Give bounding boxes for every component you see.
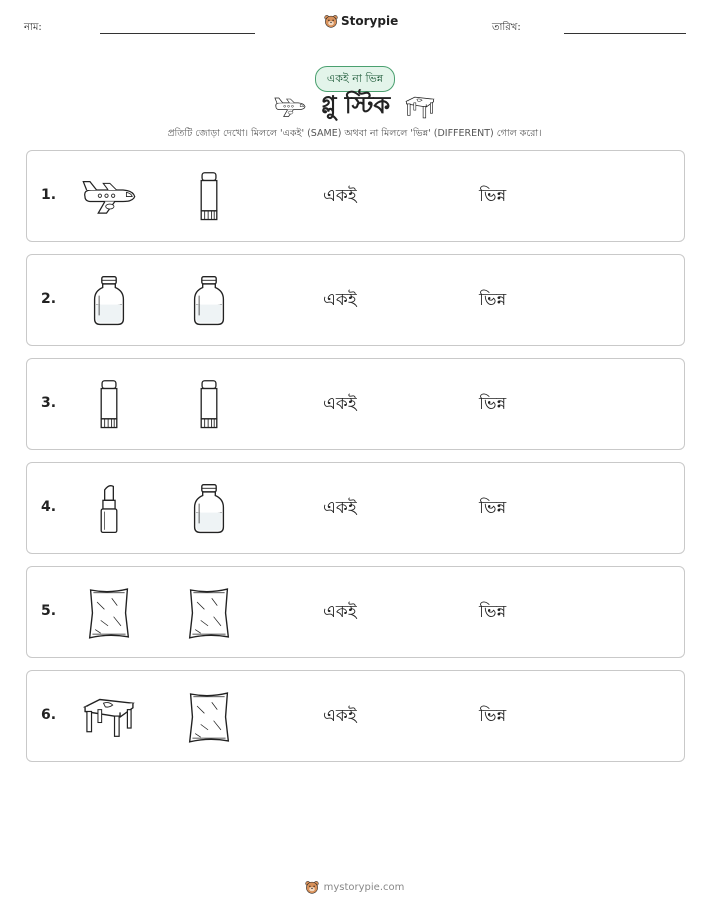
right-image [179, 583, 239, 643]
right-image [179, 271, 239, 331]
plastic-bag-icon [86, 585, 132, 641]
same-option[interactable]: একই [323, 706, 357, 726]
right-image [179, 375, 239, 435]
name-label: নাম: [24, 22, 42, 33]
instructions: প্রতিটি জোড়া দেখো। মিললে 'একই' (SAME) অথবা না মিললে 'ভিন্ন' (DIFFERENT) গোল করো। [167, 128, 542, 139]
glue-stick-icon [96, 377, 122, 433]
bear-mascot-icon [324, 14, 338, 28]
question-row [26, 150, 685, 242]
question-number: 4. [41, 499, 57, 515]
right-image [179, 167, 239, 227]
right-image [179, 479, 239, 539]
different-option[interactable]: ভিন্ন [479, 186, 507, 206]
airplane-icon [80, 177, 138, 217]
left-image [79, 167, 139, 227]
question-number: 2. [41, 291, 57, 307]
question-number: 3. [41, 395, 57, 411]
question-row [26, 254, 685, 346]
date-label: তারিখ: [492, 22, 521, 33]
jar-icon [191, 482, 227, 536]
different-option[interactable]: ভিন্ন [479, 706, 507, 726]
airplane-icon [273, 96, 307, 118]
jar-icon [191, 274, 227, 328]
title-row [0, 92, 709, 122]
question-row [26, 462, 685, 554]
left-image [79, 687, 139, 747]
glue-stick-icon [196, 377, 222, 433]
same-option[interactable]: একই [323, 498, 357, 518]
footer [0, 880, 709, 894]
right-image [179, 687, 239, 747]
activity-badge: একই না ভিন্ন [315, 66, 395, 92]
question-row [26, 358, 685, 450]
date-line [564, 33, 686, 34]
question-number: 1. [41, 187, 57, 203]
question-row [26, 670, 685, 762]
plastic-bag-icon [186, 585, 232, 641]
brand-logo [324, 14, 398, 28]
same-option[interactable]: একই [323, 602, 357, 622]
footer-url: mystorypie.com [323, 881, 405, 893]
worksheet-header [0, 0, 709, 50]
jar-icon [91, 274, 127, 328]
same-option[interactable]: একই [323, 394, 357, 414]
left-image [79, 375, 139, 435]
question-number: 5. [41, 603, 57, 619]
table-icon [404, 94, 436, 120]
lipstick-icon [96, 481, 122, 537]
different-option[interactable]: ভিন্ন [479, 498, 507, 518]
table-icon [81, 694, 137, 740]
different-option[interactable]: ভিন্ন [479, 394, 507, 414]
brand-name: Storypie [341, 14, 399, 28]
glue-stick-icon [196, 169, 222, 225]
name-line [100, 33, 255, 34]
left-image [79, 479, 139, 539]
different-option[interactable]: ভিন্ন [479, 602, 507, 622]
question-number: 6. [41, 707, 57, 723]
same-option[interactable]: একই [323, 186, 357, 206]
different-option[interactable]: ভিন্ন [479, 290, 507, 310]
question-row [26, 566, 685, 658]
bear-mascot-icon [305, 880, 319, 894]
plastic-bag-icon [186, 689, 232, 745]
same-option[interactable]: একই [323, 290, 357, 310]
left-image [79, 271, 139, 331]
left-image [79, 583, 139, 643]
worksheet-title: গ্লু স্টিক [320, 91, 391, 119]
